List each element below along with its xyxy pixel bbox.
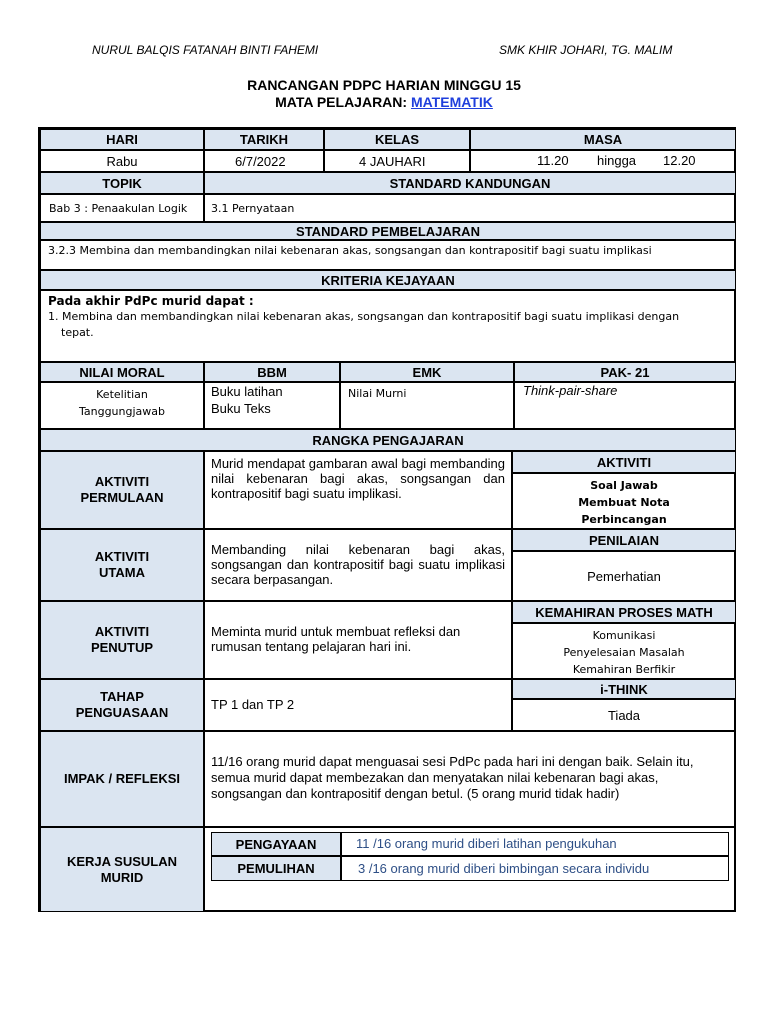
kemahiran-item: Kemahiran Berfikir (572, 663, 676, 676)
impak-refleksi-cell (204, 731, 736, 827)
subject-prefix: MATA PELAJARAN: (275, 94, 411, 110)
kriteria-item-1-cont: tepat. (61, 326, 94, 339)
pengayaan-label: PENGAYAAN (211, 832, 341, 856)
school-name: SMK KHIR JOHARI, TG. MALIM (499, 43, 673, 57)
tarikh-value: 6/7/2022 (204, 150, 324, 172)
subject-line (0, 94, 768, 110)
nilai-moral-item: Tanggungjawab (78, 405, 166, 418)
rangka-pengajaran-header: RANGKA PENGAJARAN (40, 429, 736, 451)
masa-value (470, 150, 736, 172)
aktiviti-permulaan-label (40, 451, 204, 529)
bbm-item: Buku latihan (211, 384, 283, 399)
emk-value: Nilai Murni (340, 382, 514, 429)
aktiviti-utama-label (40, 529, 204, 601)
pak21-value: Think-pair-share (514, 382, 736, 429)
kriteria-item-1: 1. Membina dan membandingkan nilai kebenaran akas, songsangan dan kontrapositif bagi suatu implikasi dengan (48, 310, 680, 323)
page-title: RANCANGAN PDPC HARIAN MINGGU 15 (247, 77, 521, 93)
standard-pembelajaran-header: STANDARD PEMBELAJARAN (40, 222, 736, 240)
aktiviti-permulaan-text-cell (204, 451, 512, 529)
nilai-moral-header: NILAI MORAL (40, 362, 204, 382)
kriteria-kejayaan-box (40, 290, 736, 362)
label-line: PENUTUP (90, 640, 154, 655)
kelas-value: 4 JAUHARI (324, 150, 470, 172)
standard-pembelajaran-value: 3.2.3 Membina dan membandingkan nilai kebenaran akas, songsangan dan kontrapositif bagi suatu implikasi (40, 240, 736, 270)
standard-kandungan-value: 3.1 Pernyataan (204, 194, 736, 222)
aktiviti-permulaan-text: Murid mendapat gambaran awal bagi membanding nilai kebenaran bagi akas, songsangan dan kontrapositif bagi suatu implikasi. (211, 456, 505, 501)
bbm-value (204, 382, 340, 429)
label-line: AKTIVITI (94, 474, 150, 489)
nilai-moral-item: Ketelitian (96, 388, 148, 401)
label-line: PENGUASAAN (75, 705, 169, 720)
subject-link[interactable]: MATEMATIK (410, 94, 493, 110)
kemahiran-item: Penyelesaian Masalah (563, 646, 685, 659)
kemahiran-item: Komunikasi (592, 629, 656, 642)
tahap-penguasaan-label (40, 679, 204, 731)
masa-separator: hingga (597, 153, 637, 168)
aktiviti-utama-text-cell (204, 529, 512, 601)
kelas-header: KELAS (324, 129, 470, 150)
aktiviti-list (512, 473, 736, 529)
kerja-susulan-cell (204, 827, 736, 912)
label-line: AKTIVITI (94, 624, 150, 639)
topik-header: TOPIK (40, 172, 204, 194)
aktiviti-header: AKTIVITI (512, 451, 736, 473)
aktiviti-penutup-text-cell (204, 601, 512, 679)
hari-value: Rabu (40, 150, 204, 172)
label-line: PERMULAAN (80, 490, 164, 505)
kriteria-intro: Pada akhir PdPc murid dapat : (48, 294, 254, 308)
aktiviti-utama-text: Membanding nilai kebenaran bagi akas, songsangan dan kontrapositif bagi suatu implikasi secara berpasangan. (211, 542, 505, 587)
label-line: UTAMA (99, 565, 145, 580)
pemulihan-value: 3 /16 orang murid diberi bimbingan secara individu (341, 856, 729, 881)
masa-end: 12.20 (663, 153, 696, 168)
pemulihan-label: PEMULIHAN (211, 856, 341, 881)
standard-kandungan-header: STANDARD KANDUNGAN (204, 172, 736, 194)
kemahiran-proses-list (512, 623, 736, 679)
kriteria-kejayaan-header: KRITERIA KEJAYAAN (40, 270, 736, 290)
nilai-moral-value (40, 382, 204, 429)
kemahiran-proses-header: KEMAHIRAN PROSES MATH (512, 601, 736, 623)
penilaian-header: PENILAIAN (512, 529, 736, 551)
kerja-susulan-label (40, 827, 204, 912)
teacher-name: NURUL BALQIS FATANAH BINTI FAHEMI (92, 43, 319, 57)
aktiviti-item: Membuat Nota (578, 496, 670, 509)
hari-header: HARI (40, 129, 204, 150)
masa-start: 11.20 (537, 153, 569, 168)
penilaian-value: Pemerhatian (512, 551, 736, 601)
aktiviti-penutup-text: Meminta murid untuk membuat refleksi dan rumusan tentang pelajaran hari ini. (211, 624, 461, 654)
topik-value: Bab 3 : Penaakulan Logik (40, 194, 204, 222)
label-line: AKTIVITI (94, 549, 150, 564)
bbm-item: Buku Teks (211, 401, 271, 416)
ithink-header: i-THINK (512, 679, 736, 699)
aktiviti-item: Perbincangan (581, 513, 667, 526)
emk-header: EMK (340, 362, 514, 382)
impak-refleksi-text: 11/16 orang murid dapat menguasai sesi PdPc pada hari ini dengan baik. Selain itu, semua murid dapat membezakan dan menyatakan nilai kebenaran bagi akas, songsangan dan kontrapositif dengan betul. (5 orang murid tidak hadir) (211, 754, 694, 801)
tahap-penguasaan-value: TP 1 dan TP 2 (204, 679, 512, 731)
impak-refleksi-label: IMPAK / REFLEKSI (40, 731, 204, 827)
ithink-value: Tiada (512, 699, 736, 731)
aktiviti-penutup-label (40, 601, 204, 679)
label-line: KERJA SUSULAN (66, 853, 178, 869)
lesson-plan-table (38, 127, 736, 912)
masa-header: MASA (470, 129, 736, 150)
label-line: TAHAP (100, 689, 144, 704)
aktiviti-item: Soal Jawab (590, 479, 658, 492)
pengayaan-value: 11 /16 orang murid diberi latihan pengukuhan (341, 832, 729, 856)
label-line: MURID (100, 869, 144, 885)
tarikh-header: TARIKH (204, 129, 324, 150)
bbm-header: BBM (204, 362, 340, 382)
pak21-header: PAK- 21 (514, 362, 736, 382)
